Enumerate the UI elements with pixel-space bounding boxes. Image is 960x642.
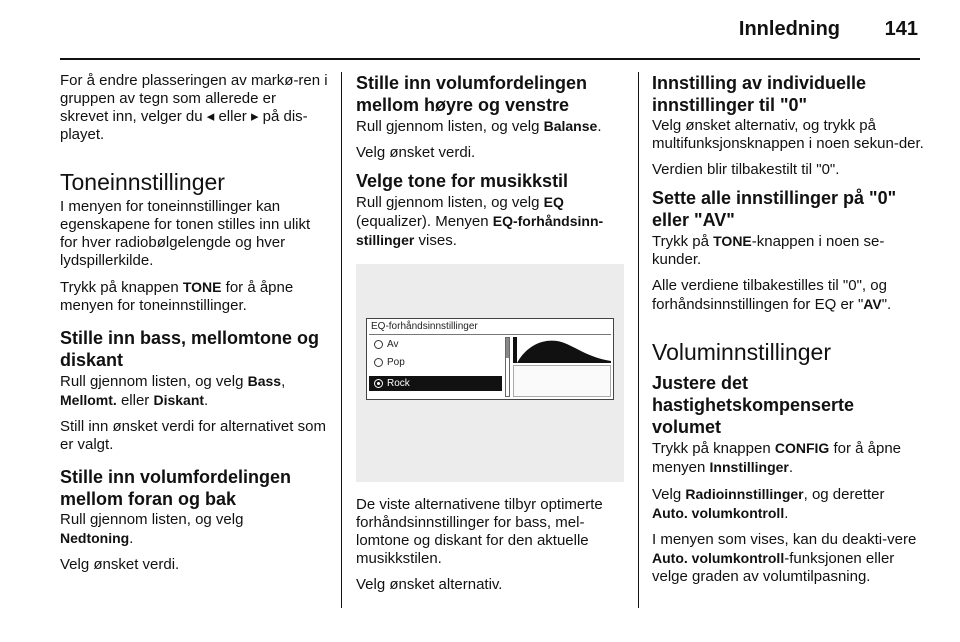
eq-curve-icon bbox=[513, 337, 611, 363]
radio-icon bbox=[374, 340, 383, 349]
intro-paragraph: For å endre plasseringen av markø-ren i gruppen av tegn som allerede er skrevet inn, velger du ◂ eller ▸ på dis-playet. bbox=[60, 72, 328, 143]
heading-speed-volume: Justere det hastighetskompenserte volumet bbox=[652, 373, 855, 437]
heading-individual-reset: Innstilling av individuelle innstillinger til "0" bbox=[652, 73, 867, 115]
tone-paragraph-1: I menyen for toneinnstillinger kan egenskapene for tonen stilles inn ulikt for hver radiobølgelengde og hver lydspillerkilde. bbox=[60, 198, 311, 269]
indiv-paragraph-1: Velg ønsket alternativ, og trykk på multifunksjonsknappen i noen sekun-der. bbox=[652, 117, 924, 152]
tone-keyword: TONE bbox=[182, 279, 222, 295]
bass-paragraph-1: Rull gjennom listen, og velg Bass, Mellomt. eller Diskant. bbox=[60, 373, 286, 409]
eq-screen-figure bbox=[356, 264, 624, 482]
speed-paragraph-1: Trykk på knappen CONFIG for å åpne menyen Innstillinger. bbox=[652, 440, 902, 476]
style-paragraph-1: Rull gjennom listen, og velg EQ (equalizer). Menyen EQ-forhåndsinn-stillinger vises. bbox=[356, 194, 604, 249]
column-divider-1 bbox=[341, 72, 342, 608]
eq-preview-area bbox=[513, 365, 611, 397]
heading-voluminnstillinger: Voluminnstillinger bbox=[652, 339, 831, 365]
all-paragraph-1: Trykk på TONE-knappen i noen se-kunder. bbox=[652, 233, 885, 268]
eq-option-rock[interactable]: Rock bbox=[369, 376, 502, 391]
radio-icon bbox=[374, 358, 383, 367]
heading-fade: Stille inn volumfordelingen mellom foran og bak bbox=[60, 467, 292, 509]
balance-paragraph-1: Rull gjennom listen, og velg Balanse. bbox=[356, 118, 602, 135]
heading-bass: Stille inn bass, mellomtone og diskant bbox=[60, 328, 320, 370]
column-1 bbox=[60, 72, 328, 582]
fade-paragraph-2: Velg ønsket verdi. bbox=[60, 556, 180, 573]
screen-divider bbox=[369, 334, 611, 335]
page-header bbox=[60, 0, 920, 60]
speed-paragraph-3: I menyen som vises, kan du deakti-vere Auto. volumkontroll-funksjonen eller velge graden av volumtilpasning. bbox=[652, 531, 917, 585]
eq-screen-title: EQ-forhåndsinnstillinger bbox=[371, 321, 478, 332]
radio-selected-icon bbox=[374, 379, 383, 388]
header-rule bbox=[60, 58, 920, 60]
style-paragraph-2: De viste alternativene tilbyr optimerte forhåndsinnstillinger for bass, mel-lomtone og diskant for den aktuelle musikkstilen. bbox=[356, 496, 603, 567]
speed-paragraph-2: Velg Radioinnstillinger, og deretter Auto. volumkontroll. bbox=[652, 486, 885, 522]
eq-option-pop[interactable]: Pop bbox=[369, 355, 502, 370]
heading-music-style: Velge tone for musikkstil bbox=[356, 171, 569, 191]
scrollbar[interactable] bbox=[505, 337, 510, 397]
column-3 bbox=[652, 72, 924, 594]
eq-option-av[interactable]: Av bbox=[369, 337, 502, 352]
column-divider-2 bbox=[638, 72, 639, 608]
heading-toneinnstillinger: Toneinnstillinger bbox=[60, 169, 225, 195]
scrollbar-thumb[interactable] bbox=[506, 338, 509, 358]
heading-reset-all: Sette alle innstillinger på "0" eller "AV" bbox=[652, 188, 897, 230]
all-paragraph-2: Alle verdiene tilbakestilles til "0", og forhåndsinnstillingen for EQ er "AV". bbox=[652, 277, 892, 313]
section-title: Innledning bbox=[738, 18, 840, 40]
fade-paragraph-1: Rull gjennom listen, og velg Nedtoning. bbox=[60, 511, 244, 547]
balance-paragraph-2: Velg ønsket verdi. bbox=[356, 144, 476, 161]
heading-balance: Stille inn volumfordelingen mellom høyre og venstre bbox=[356, 73, 588, 115]
bass-paragraph-2: Still inn ønsket verdi for alternativet som er valgt. bbox=[60, 418, 326, 453]
eq-presets-screen bbox=[366, 318, 614, 400]
page-number: 141 bbox=[884, 18, 918, 40]
style-paragraph-3: Velg ønsket alternativ. bbox=[356, 576, 503, 593]
tone-paragraph-2: Trykk på knappen TONE for å åpne menyen for toneinnstillinger. bbox=[60, 279, 294, 314]
column-2 bbox=[356, 72, 624, 602]
indiv-paragraph-2: Verdien blir tilbakestilt til "0". bbox=[652, 161, 840, 178]
